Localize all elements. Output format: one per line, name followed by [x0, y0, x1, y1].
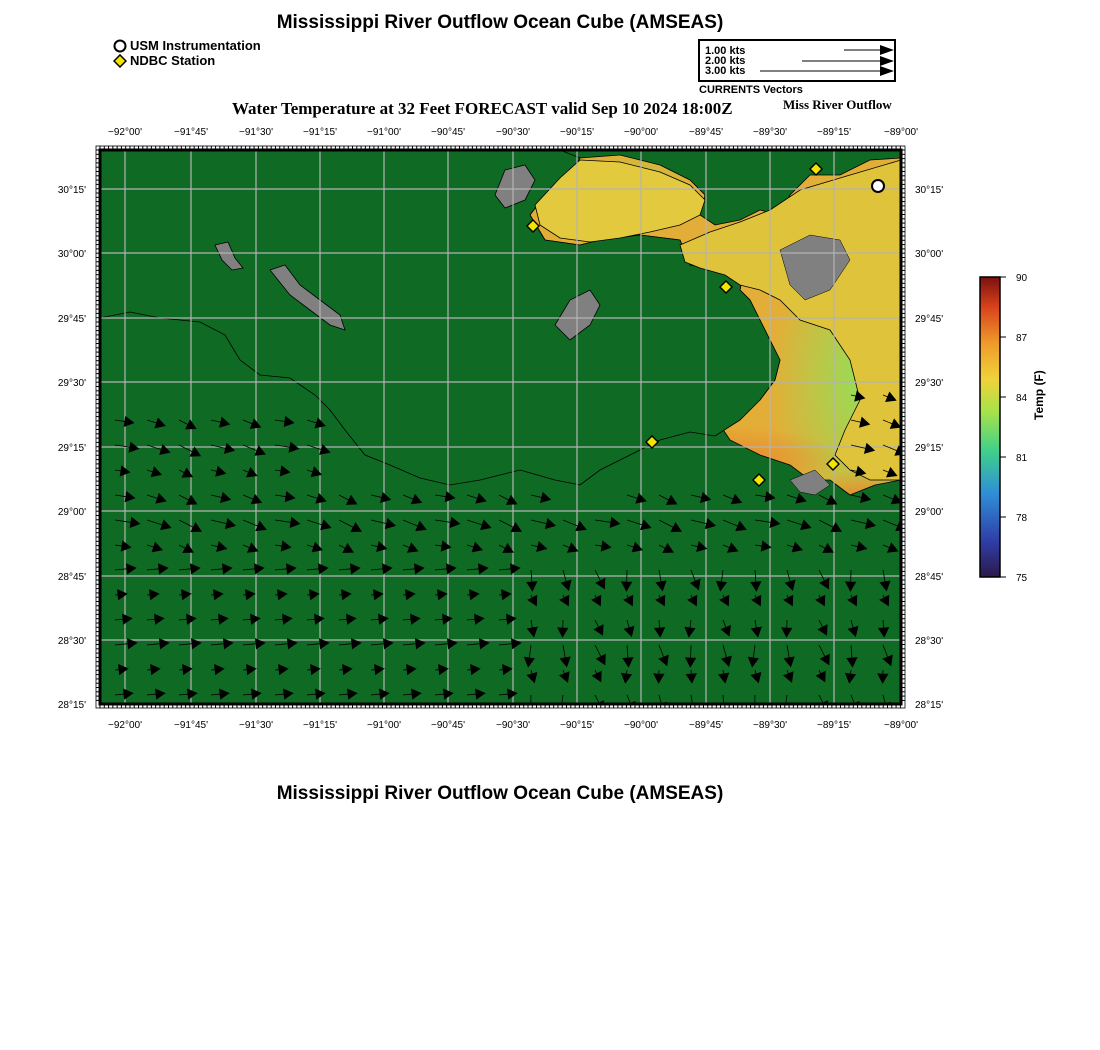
- colorbar-tick-90: 90: [1016, 273, 1028, 284]
- lon-tick-label: −90°30': [496, 720, 530, 731]
- colorbar-tick-78: 78: [1016, 513, 1028, 524]
- lon-tick-label: −90°30': [496, 127, 530, 138]
- lon-tick-label: −90°45': [431, 720, 465, 731]
- lat-tick-label: 30°00': [57, 249, 86, 260]
- legend-usm-label: USM Instrumentation: [130, 38, 261, 53]
- lon-tick-label: −90°45': [431, 127, 465, 138]
- lat-tick-label: 30°15': [915, 185, 944, 196]
- page-title: Mississippi River Outflow Ocean Cube (AMSEAS): [276, 12, 724, 33]
- colorbar-title: Temp (F): [1032, 370, 1046, 420]
- colorbar: [980, 277, 1000, 577]
- lat-tick-label: 29°00': [915, 507, 944, 518]
- footer-title: Mississippi River Outflow Ocean Cube (AMSEAS): [276, 783, 724, 804]
- lon-tick-label: −92°00': [108, 720, 142, 731]
- vector-key-caption: CURRENTS Vectors: [699, 84, 803, 96]
- lat-tick-label: 28°15': [915, 700, 944, 711]
- lon-tick-label: −90°00': [624, 720, 658, 731]
- lat-tick-label: 29°45': [57, 314, 86, 325]
- lat-tick-label: 29°15': [57, 443, 86, 454]
- vector-key-label-2: 2.00 kts: [705, 55, 746, 67]
- lat-tick-label: 29°15': [915, 443, 944, 454]
- lon-tick-label: −89°15': [817, 720, 851, 731]
- lon-tick-label: −91°30': [239, 127, 273, 138]
- lon-tick-label: −89°45': [689, 127, 723, 138]
- lon-tick-label: −91°30': [239, 720, 273, 731]
- lat-tick-label: 30°15': [57, 185, 86, 196]
- lon-tick-label: −91°45': [174, 127, 208, 138]
- colorbar-ticks: [1000, 277, 1006, 577]
- lat-tick-label: 28°45': [57, 572, 86, 583]
- lat-labels-right: [915, 185, 943, 711]
- map-subtitle: Water Temperature at 32 Feet FORECAST valid Sep 10 2024 18:00Z: [232, 99, 733, 118]
- lon-tick-label: −90°15': [560, 720, 594, 731]
- lat-tick-label: 28°15': [57, 700, 86, 711]
- legend-ndbc-label: NDBC Station: [130, 53, 216, 68]
- lon-labels-top: [108, 127, 918, 138]
- lat-tick-label: 29°00': [57, 507, 86, 518]
- lon-tick-label: −92°00': [108, 127, 142, 138]
- lon-tick-label: −91°00': [367, 720, 401, 731]
- colorbar-tick-75: 75: [1016, 573, 1028, 584]
- lon-tick-label: −90°00': [624, 127, 658, 138]
- lon-tick-label: −90°15': [560, 127, 594, 138]
- lat-tick-label: 29°45': [915, 314, 944, 325]
- colorbar-tick-87: 87: [1016, 333, 1028, 344]
- lon-tick-label: −89°15': [817, 127, 851, 138]
- lat-tick-label: 29°30': [57, 378, 86, 389]
- lon-tick-label: −89°30': [753, 127, 787, 138]
- colorbar-tick-81: 81: [1016, 453, 1028, 464]
- lat-tick-label: 29°30': [915, 378, 944, 389]
- colorbar-tick-84: 84: [1016, 393, 1028, 404]
- lon-tick-label: −89°00': [884, 127, 918, 138]
- lon-tick-label: −91°00': [367, 127, 401, 138]
- lat-tick-label: 30°00': [915, 249, 944, 260]
- lon-tick-label: −89°00': [884, 720, 918, 731]
- lon-tick-label: −91°15': [303, 127, 337, 138]
- region-label: Miss River Outflow: [783, 97, 892, 112]
- lon-labels-bottom: [108, 720, 918, 731]
- lat-labels-left: [58, 185, 86, 711]
- lat-tick-label: 28°45': [915, 572, 944, 583]
- vector-key-label-3: 3.00 kts: [705, 65, 746, 77]
- lon-tick-label: −91°45': [174, 720, 208, 731]
- lat-tick-label: 28°30': [57, 636, 86, 647]
- lon-tick-label: −89°30': [753, 720, 787, 731]
- lon-tick-label: −89°45': [689, 720, 723, 731]
- usm-station-marker: [872, 180, 884, 192]
- map-field: [57, 150, 950, 713]
- vector-key-label-1: 1.00 kts: [705, 45, 746, 57]
- lon-tick-label: −91°15': [303, 720, 337, 731]
- lat-tick-label: 28°30': [915, 636, 944, 647]
- colorbar-labels: [1016, 273, 1028, 584]
